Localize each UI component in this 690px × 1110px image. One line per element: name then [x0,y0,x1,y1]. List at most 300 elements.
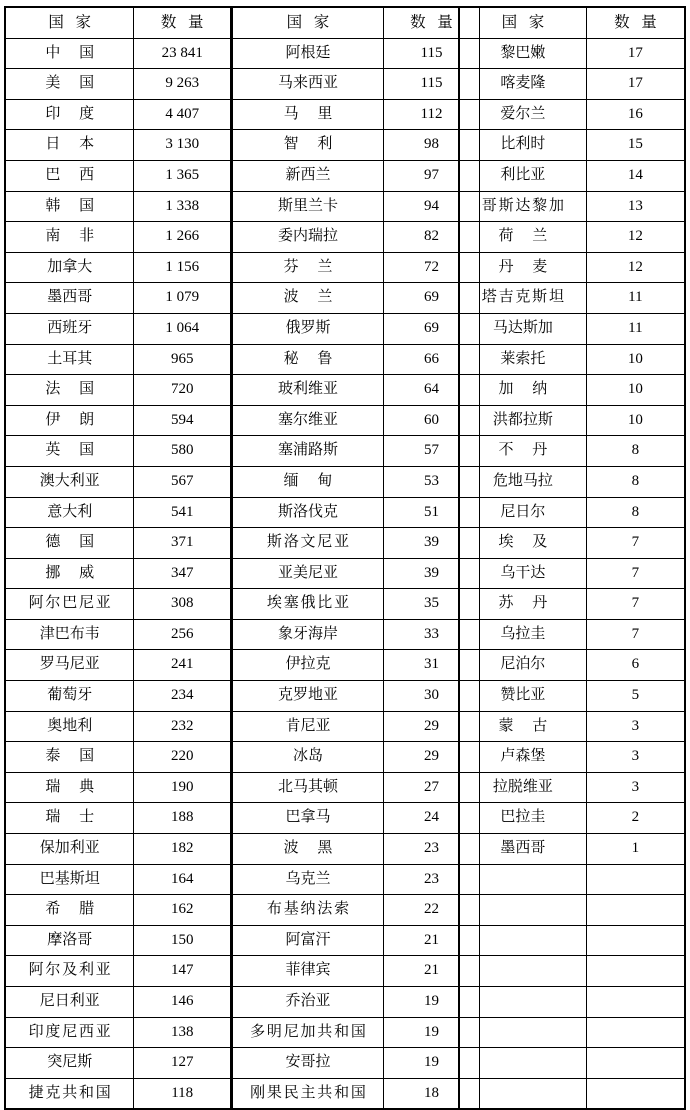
cell-count: 23 [384,834,480,865]
cell-count: 1 [586,834,684,865]
cell-count: 232 [134,711,231,742]
cell-country: 伊 朗 [6,405,134,436]
cell-country: 乌干达 [460,558,587,589]
table-row [460,497,685,528]
three-column-layout [4,6,686,1110]
cell-country: 尼泊尔 [460,650,587,681]
table-row [460,313,685,344]
cell-count: 16 [586,99,684,130]
cell-count: 64 [384,375,480,406]
cell-count: 3 [586,772,684,803]
cell-count: 308 [134,589,231,620]
cell-count: 21 [384,925,480,956]
cell-country: 津巴布韦 [6,619,134,650]
cell-country: 巴 西 [6,160,134,191]
cell-count [586,956,684,987]
table-row [233,742,480,773]
cell-count: 8 [586,497,684,528]
country-count-table-3 [459,7,685,1109]
table-row [460,375,685,406]
header-count: 数 量 [586,8,684,39]
cell-country: 墨西哥 [460,834,587,865]
cell-count: 234 [134,681,231,712]
table-row [6,375,231,406]
table-row [233,99,480,130]
cell-country: 阿尔巴尼亚 [6,589,134,620]
cell-country: 南 非 [6,222,134,253]
cell-country: 突尼斯 [6,1048,134,1079]
cell-country: 新西兰 [233,160,384,191]
table-row-empty [460,864,685,895]
cell-count [586,1048,684,1079]
cell-count: 22 [384,895,480,926]
cell-country: 蒙 古 [460,711,587,742]
cell-country: 波 黑 [233,834,384,865]
cell-count: 220 [134,742,231,773]
table-row [6,252,231,283]
cell-count: 567 [134,466,231,497]
cell-country: 意大利 [6,497,134,528]
table-row [6,130,231,161]
cell-country: 巴拉圭 [460,803,587,834]
table-row [233,497,480,528]
table-row [233,681,480,712]
cell-country: 玻利维亚 [233,375,384,406]
cell-country: 菲律宾 [233,956,384,987]
cell-country: 智 利 [233,130,384,161]
table-row-empty [460,1048,685,1079]
table-row [460,99,685,130]
cell-country: 比利时 [460,130,587,161]
table-row [233,619,480,650]
cell-country [460,987,587,1018]
table-row [460,681,685,712]
cell-count: 150 [134,925,231,956]
table-row [233,558,480,589]
cell-count: 720 [134,375,231,406]
cell-country: 波 兰 [233,283,384,314]
table-row [233,160,480,191]
cell-count: 190 [134,772,231,803]
table-row [460,252,685,283]
cell-count: 94 [384,191,480,222]
header-country: 国 家 [460,8,587,39]
cell-country: 苏 丹 [460,589,587,620]
cell-country: 挪 威 [6,558,134,589]
cell-country: 法 国 [6,375,134,406]
cell-count: 4 407 [134,99,231,130]
cell-count: 53 [384,466,480,497]
table-row [233,650,480,681]
cell-country: 拉脱维亚 [460,772,587,803]
table-row [460,191,685,222]
table-row-empty [460,956,685,987]
cell-country: 哥斯达黎加 [460,191,587,222]
cell-count: 3 [586,742,684,773]
cell-country: 瑞 典 [6,772,134,803]
country-count-table-1 [5,7,231,1109]
cell-count: 256 [134,619,231,650]
cell-count: 69 [384,283,480,314]
cell-country: 墨西哥 [6,283,134,314]
cell-count: 7 [586,528,684,559]
cell-count: 39 [384,528,480,559]
table-row [460,589,685,620]
cell-country: 印 度 [6,99,134,130]
table-row [233,711,480,742]
table-row [460,619,685,650]
cell-count: 541 [134,497,231,528]
cell-count: 15 [586,130,684,161]
table-row-empty [460,895,685,926]
header-count: 数 量 [384,8,480,39]
table-row [6,681,231,712]
table-row [6,283,231,314]
table-row [233,344,480,375]
table-row [6,711,231,742]
cell-country: 罗马尼亚 [6,650,134,681]
cell-count: 18 [384,1078,480,1109]
table-row [6,1048,231,1079]
cell-country [460,1078,587,1109]
table-row [6,497,231,528]
cell-count: 57 [384,436,480,467]
cell-count: 10 [586,405,684,436]
cell-country: 乔治亚 [233,987,384,1018]
cell-count: 10 [586,375,684,406]
cell-country: 埃塞俄比亚 [233,589,384,620]
cell-count: 115 [384,38,480,69]
cell-count: 1 079 [134,283,231,314]
cell-country: 美 国 [6,69,134,100]
cell-count: 162 [134,895,231,926]
table-row [6,466,231,497]
table-row [6,558,231,589]
cell-count: 3 [586,711,684,742]
cell-count: 138 [134,1017,231,1048]
table-row [6,650,231,681]
cell-count: 9 263 [134,69,231,100]
cell-country: 西班牙 [6,313,134,344]
table-row [6,69,231,100]
cell-country: 危地马拉 [460,466,587,497]
cell-country: 巴拿马 [233,803,384,834]
cell-country: 加拿大 [6,252,134,283]
cell-country [460,864,587,895]
cell-country: 秘 鲁 [233,344,384,375]
table-row [460,558,685,589]
cell-count: 72 [384,252,480,283]
table-row [233,252,480,283]
cell-count: 13 [586,191,684,222]
cell-country: 德 国 [6,528,134,559]
table-row [233,803,480,834]
cell-country: 土耳其 [6,344,134,375]
table-row [233,436,480,467]
table-row [6,834,231,865]
table-row [6,222,231,253]
table-row [6,405,231,436]
cell-country: 不 丹 [460,436,587,467]
table-row [233,589,480,620]
cell-count: 1 064 [134,313,231,344]
cell-country: 爱尔兰 [460,99,587,130]
cell-count: 241 [134,650,231,681]
cell-country: 缅 甸 [233,466,384,497]
cell-country [460,925,587,956]
table-row [233,466,480,497]
header-count: 数 量 [134,8,231,39]
cell-count [586,895,684,926]
cell-count: 21 [384,956,480,987]
cell-count: 11 [586,283,684,314]
cell-country: 芬 兰 [233,252,384,283]
table-row [233,405,480,436]
table-row [6,38,231,69]
cell-country [460,1017,587,1048]
table-row [460,283,685,314]
table-row [233,987,480,1018]
cell-country: 尼日尔 [460,497,587,528]
cell-count: 1 156 [134,252,231,283]
table-row [460,803,685,834]
cell-country: 塞浦路斯 [233,436,384,467]
cell-count: 182 [134,834,231,865]
cell-count: 127 [134,1048,231,1079]
cell-count: 19 [384,1017,480,1048]
table-row [233,895,480,926]
table-row [6,742,231,773]
cell-country: 澳大利亚 [6,466,134,497]
cell-country: 英 国 [6,436,134,467]
cell-count: 27 [384,772,480,803]
cell-country: 多明尼加共和国 [233,1017,384,1048]
cell-country: 葡萄牙 [6,681,134,712]
cell-country: 荷 兰 [460,222,587,253]
cell-country: 韩 国 [6,191,134,222]
cell-country: 丹 麦 [460,252,587,283]
cell-count: 5 [586,681,684,712]
cell-country: 刚果民主共和国 [233,1078,384,1109]
table-row [460,834,685,865]
cell-count: 7 [586,589,684,620]
cell-count: 965 [134,344,231,375]
table-row [6,344,231,375]
table-block-2 [232,7,459,1110]
table-row [233,130,480,161]
table-row [6,619,231,650]
table-row [233,956,480,987]
cell-country: 印度尼西亚 [6,1017,134,1048]
cell-count: 10 [586,344,684,375]
table-row [233,834,480,865]
cell-country: 马 里 [233,99,384,130]
table-row [6,1017,231,1048]
cell-country: 利比亚 [460,160,587,191]
cell-count: 17 [586,38,684,69]
table-row [6,528,231,559]
cell-count: 19 [384,1048,480,1079]
cell-count: 118 [134,1078,231,1109]
cell-country: 乌拉圭 [460,619,587,650]
cell-count: 164 [134,864,231,895]
cell-count: 35 [384,589,480,620]
cell-count: 147 [134,956,231,987]
cell-country: 洪都拉斯 [460,405,587,436]
cell-country: 奥地利 [6,711,134,742]
table-row [6,772,231,803]
table-block-1 [5,7,232,1110]
cell-country: 希 腊 [6,895,134,926]
cell-count: 188 [134,803,231,834]
cell-country: 俄罗斯 [233,313,384,344]
cell-count: 14 [586,160,684,191]
table-row [6,99,231,130]
cell-count: 580 [134,436,231,467]
table-row [233,772,480,803]
header-country: 国 家 [6,8,134,39]
cell-country: 赞比亚 [460,681,587,712]
table-row [6,803,231,834]
cell-count: 1 266 [134,222,231,253]
table-row [460,650,685,681]
table-row [460,436,685,467]
cell-count: 112 [384,99,480,130]
cell-count: 1 365 [134,160,231,191]
cell-count: 39 [384,558,480,589]
table-row [460,528,685,559]
table-row [460,160,685,191]
cell-count: 347 [134,558,231,589]
cell-country: 亚美尼亚 [233,558,384,589]
cell-count: 11 [586,313,684,344]
cell-count [586,864,684,895]
cell-count: 6 [586,650,684,681]
table-row [6,864,231,895]
cell-country: 布基纳法索 [233,895,384,926]
table-row [460,405,685,436]
cell-count [586,1017,684,1048]
table-row [6,313,231,344]
cell-country: 阿根廷 [233,38,384,69]
cell-country: 加 纳 [460,375,587,406]
table-row [460,38,685,69]
cell-count [586,925,684,956]
cell-count: 31 [384,650,480,681]
table-row [6,925,231,956]
cell-count [586,1078,684,1109]
table-block-3 [459,7,686,1110]
cell-count: 60 [384,405,480,436]
cell-count: 30 [384,681,480,712]
cell-country: 肯尼亚 [233,711,384,742]
cell-count: 371 [134,528,231,559]
cell-country: 莱索托 [460,344,587,375]
cell-count: 23 [384,864,480,895]
cell-country: 瑞 士 [6,803,134,834]
cell-count: 146 [134,987,231,1018]
table-row [460,466,685,497]
table-row [6,160,231,191]
cell-count: 12 [586,252,684,283]
cell-count: 51 [384,497,480,528]
cell-count [586,987,684,1018]
cell-country: 伊拉克 [233,650,384,681]
cell-count: 8 [586,436,684,467]
cell-country: 尼日利亚 [6,987,134,1018]
cell-country: 埃 及 [460,528,587,559]
table-row-empty [460,987,685,1018]
cell-country: 冰岛 [233,742,384,773]
cell-country: 斯洛文尼亚 [233,528,384,559]
table-row [6,895,231,926]
cell-country: 马来西亚 [233,69,384,100]
cell-count: 2 [586,803,684,834]
table-row [233,283,480,314]
table-row [233,69,480,100]
cell-count: 17 [586,69,684,100]
table-row-empty [460,1078,685,1109]
table-row [6,1078,231,1109]
table-header-row [6,8,231,39]
cell-country: 北马其顿 [233,772,384,803]
cell-count: 19 [384,987,480,1018]
cell-country: 象牙海岸 [233,619,384,650]
cell-count: 7 [586,619,684,650]
table-row [460,772,685,803]
cell-count: 29 [384,742,480,773]
table-row [233,1017,480,1048]
cell-country: 日 本 [6,130,134,161]
cell-count: 23 841 [134,38,231,69]
table-row [460,222,685,253]
cell-country: 阿尔及利亚 [6,956,134,987]
cell-country: 卢森堡 [460,742,587,773]
cell-country: 黎巴嫩 [460,38,587,69]
table-row [460,130,685,161]
cell-country: 喀麦隆 [460,69,587,100]
cell-count: 69 [384,313,480,344]
cell-country: 马达斯加 [460,313,587,344]
table-row [6,436,231,467]
table-row [6,956,231,987]
table-row [233,191,480,222]
cell-country: 克罗地亚 [233,681,384,712]
header-country: 国 家 [233,8,384,39]
table-row [6,987,231,1018]
cell-country [460,1048,587,1079]
table-row [233,375,480,406]
cell-count: 8 [586,466,684,497]
cell-count: 29 [384,711,480,742]
cell-country: 摩洛哥 [6,925,134,956]
table-row [460,711,685,742]
cell-count: 33 [384,619,480,650]
cell-count: 24 [384,803,480,834]
cell-country: 委内瑞拉 [233,222,384,253]
cell-country: 塔吉克斯坦 [460,283,587,314]
cell-country: 巴基斯坦 [6,864,134,895]
cell-country: 乌克兰 [233,864,384,895]
table-row [233,528,480,559]
cell-count: 12 [586,222,684,253]
table-row-empty [460,1017,685,1048]
table-header-row [460,8,685,39]
cell-country: 塞尔维亚 [233,405,384,436]
table-row [233,925,480,956]
cell-count: 3 130 [134,130,231,161]
table-row [460,344,685,375]
